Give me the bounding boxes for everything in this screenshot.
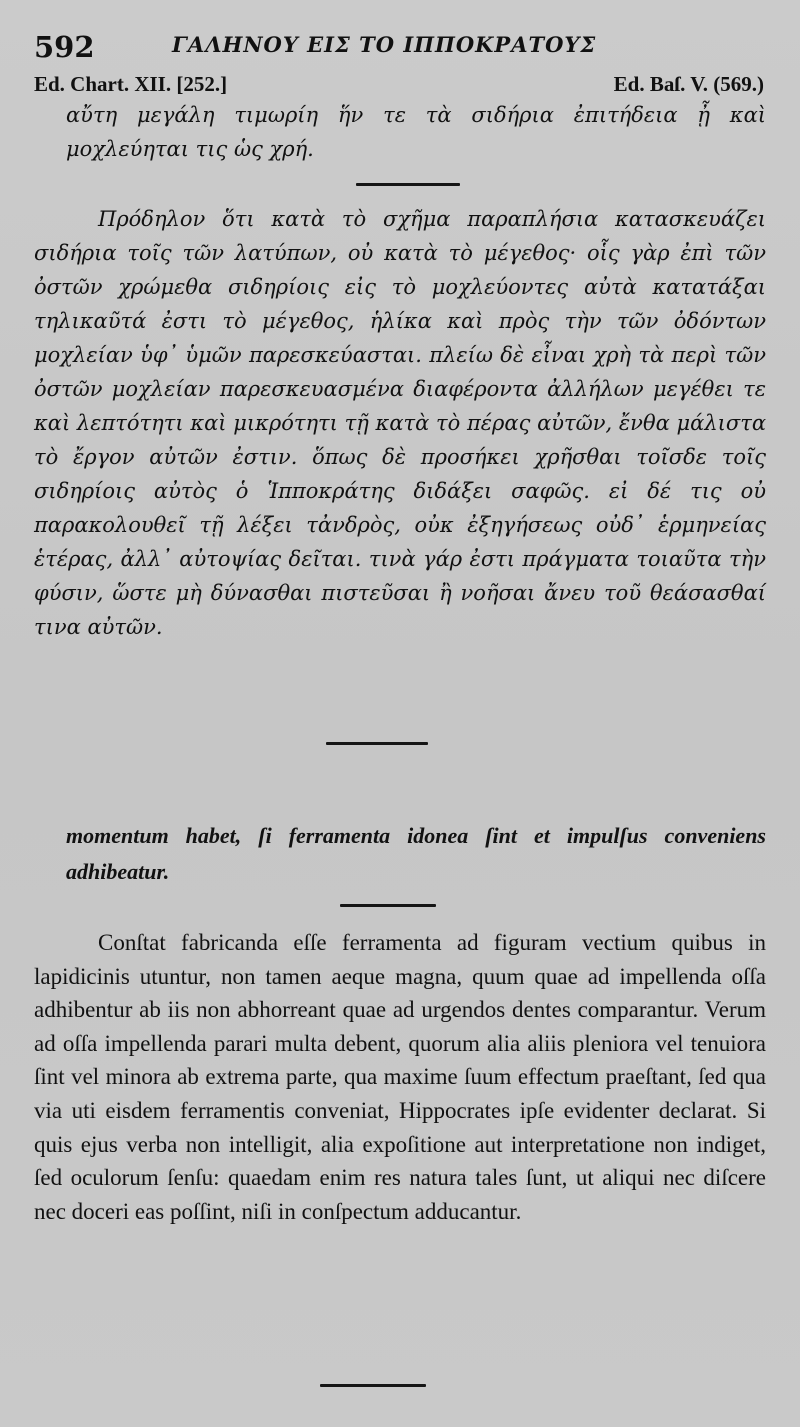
section-divider (356, 183, 460, 186)
section-divider (326, 742, 428, 745)
section-divider (340, 904, 436, 907)
greek-lemma-end (66, 98, 766, 166)
greek-commentary-text: Πρόδηλον ὅτι κατὰ τὸ σχῆμα παραπλήσια κατασκευάζει σιδήρια τοῖς τῶν λατύπων, οὐ κατὰ τὸ μέγεθος· οἷς γὰρ ἐπὶ τῶν ὀστῶν χρώμεθα σιδηρίοις εἰς τὸ μοχλεύοντες αὐτὰ κατατάξαι τηλικαῦτά ἐστι τὸ μέγεθος, ἡλίκα καὶ πρὸς τὴν τῶν ὀδόντων μοχλείαν ὑφ᾽ ὑμῶν παρεσκεύασται. πλείω δὲ εἶναι χρὴ τὰ περὶ τῶν ὀστῶν μοχλείαν παρεσκευασμένα διαφέροντα ἀλλήλων μεγέθει τε καὶ λεπτότητι καὶ μικρότητι τῇ κατὰ τὸ πέρας αὐτῶν, ἔνθα μάλιστα τὸ ἔργον αὐτῶν ἐστιν. ὅπως δὲ προσήκει χρῆσθαι τοῖσδε τοῖς σιδηρίοις αὐτὸς ὁ Ἱπποκράτης διδάξει σαφῶς. εἰ δέ τις οὐ παρακολουθεῖ τῇ λέξει τἀνδρὸς, οὐκ ἐξηγήσεως οὐδ᾽ ἑρμηνείας ἑτέρας, ἀλλ᾽ αὐτοψίας δεῖται. τινὰ γάρ ἐστι πράγματα τοιαῦτα τὴν φύσιν, ὥστε μὴ δύνασθαι πιστεῦσαι ἢ νοῆσαι ἄνευ τοῦ θεάσασθαί τινα αὐτῶν. (34, 207, 766, 639)
section-divider (320, 1384, 426, 1387)
edition-line (34, 72, 764, 98)
edition-chartier: Ed. Chart. XII. [252.] (34, 72, 228, 96)
latin-lemma-text: momentum habet, ſi ferramenta idonea ſint et impulſus conveniens adhibeatur. (66, 823, 766, 884)
latin-lemma-end (66, 818, 766, 890)
greek-lemma-text: αὔτη μεγάλη τιμωρίη ἥν τε τὰ σιδήρια ἐπιτήδεια ᾖ καὶ μοχλεύηται τις ὡς χρή. (66, 103, 766, 161)
page-number: 592 (34, 30, 95, 64)
latin-commentary-text: Conſtat fabricanda eſſe ferramenta ad figuram vectium quibus in lapidicinis utuntur, non tamen aeque magna, quum quae ad impellenda oſſa adhibentur ab iis non abhorreant quae ad urgendos dentes comparantur. Verum ad oſſa impellenda parari multa debent, quorum alia aliis pleniora vel tenuiora ſint vel minora ab extrema parte, qua maxime ſuum effectum praeſtant, ſed qua via uti eisdem ferramentis conveniat, Hippocrates ipſe evidenter declarat. Si quis ejus verba non intelligit, alia expoſitione aut interpretatione non indiget, ſed oculorum ſenſu: quaedam enim res natura tales ſunt, ut aliqui nec diſcere nec doceri eas poſſint, niſi in conſpectum adducantur. (34, 930, 766, 1224)
latin-commentary (34, 926, 766, 1228)
edition-basel: Ed. Baſ. V. (569.) (613, 72, 764, 96)
greek-commentary (34, 202, 766, 644)
page-header (34, 30, 774, 70)
running-title: ΓΑΛΗΝΟΥ ΕΙΣ ΤΟ ΙΠΠΟΚΡΑΤΟΥΣ (172, 32, 597, 57)
